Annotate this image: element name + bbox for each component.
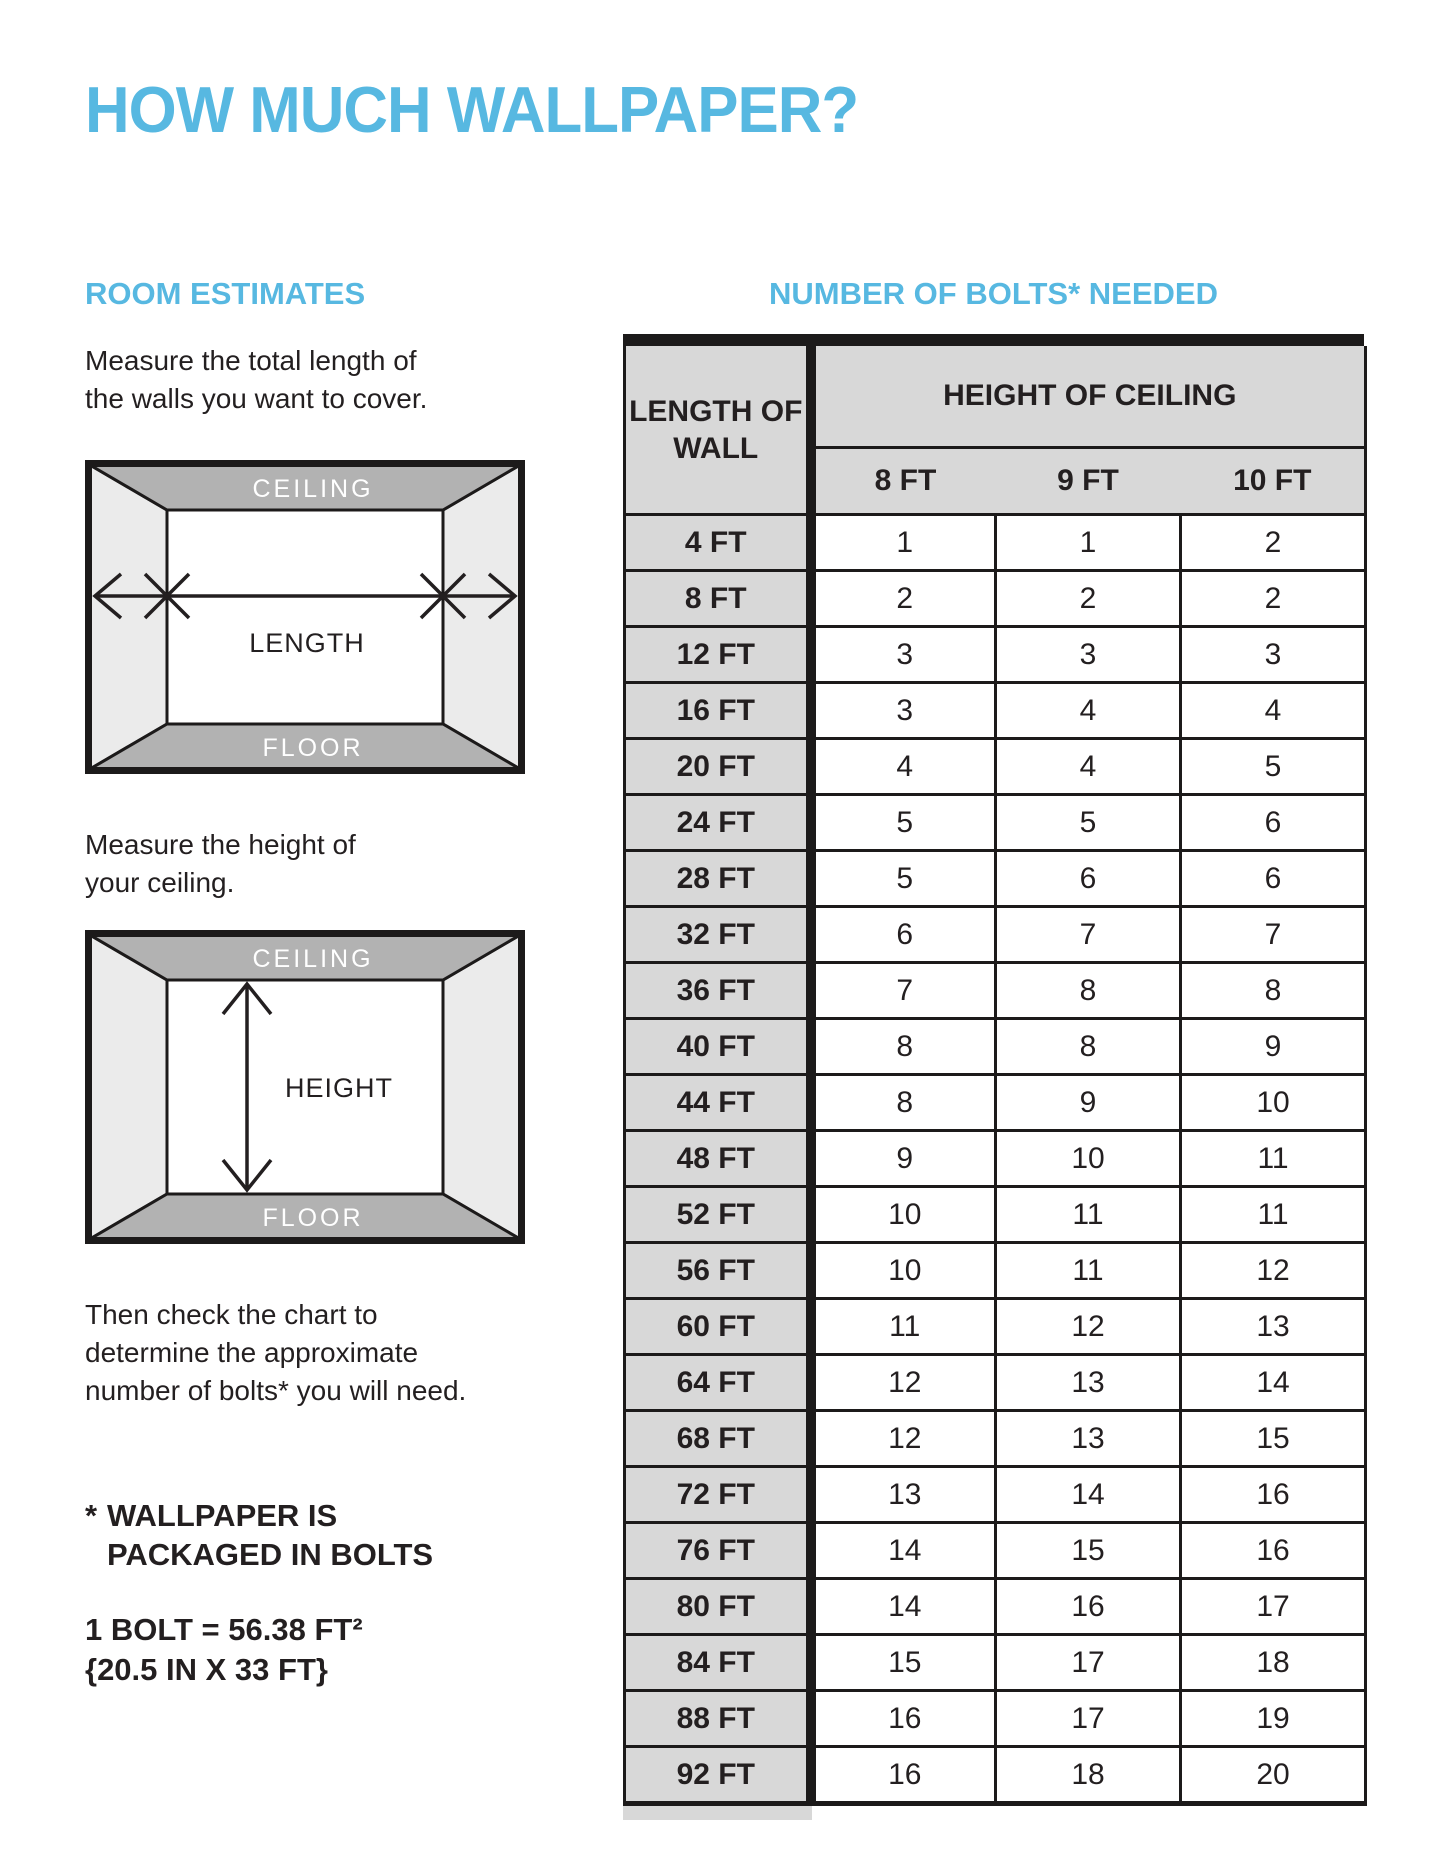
value-cell-8ft: 10 — [811, 1187, 996, 1243]
value-cell-9ft: 4 — [996, 739, 1181, 795]
value-cell-9ft: 3 — [996, 627, 1181, 683]
value-cell-8ft: 5 — [811, 851, 996, 907]
row-label-cell: 88 FT — [625, 1691, 811, 1747]
length-of-wall-header: LENGTH OF WALL — [625, 346, 811, 515]
footnote-asterisk: * — [85, 1498, 98, 1533]
row-label-cell: 80 FT — [625, 1579, 811, 1635]
value-cell-8ft: 16 — [811, 1691, 996, 1747]
bolt-size-line1: 1 BOLT = 56.38 FT² — [85, 1612, 363, 1647]
row-label-cell: 16 FT — [625, 683, 811, 739]
row-label-cell: 56 FT — [625, 1243, 811, 1299]
table-row — [625, 795, 1366, 851]
height-label: HEIGHT — [285, 1073, 394, 1103]
value-cell-8ft: 10 — [811, 1243, 996, 1299]
value-cell-9ft: 11 — [996, 1243, 1181, 1299]
col-header-10ft: 10 FT — [1181, 448, 1366, 515]
value-cell-10ft: 9 — [1181, 1019, 1366, 1075]
measure-height-line2: your ceiling. — [85, 867, 235, 898]
bolts-footnote — [85, 1496, 545, 1574]
value-cell-8ft: 12 — [811, 1411, 996, 1467]
bolts-needed-heading: NUMBER OF BOLTS* NEEDED — [769, 276, 1218, 311]
measure-length-line2: the walls you want to cover. — [85, 383, 428, 414]
ceiling-label: CEILING — [252, 475, 374, 503]
row-label-cell: 36 FT — [625, 963, 811, 1019]
row-label-cell: 4 FT — [625, 515, 811, 571]
value-cell-8ft: 5 — [811, 795, 996, 851]
value-cell-9ft: 14 — [996, 1467, 1181, 1523]
table-row — [625, 1075, 1366, 1131]
table-top-bar — [623, 334, 1364, 346]
room-estimates-heading: ROOM ESTIMATES — [85, 276, 366, 311]
value-cell-10ft: 13 — [1181, 1299, 1366, 1355]
table-left-column-stub — [623, 1806, 812, 1820]
check-chart-line1: Then check the chart to — [85, 1299, 378, 1330]
row-label-cell: 40 FT — [625, 1019, 811, 1075]
value-cell-9ft: 4 — [996, 683, 1181, 739]
table-row — [625, 963, 1366, 1019]
page-title: HOW MUCH WALLPAPER? — [85, 73, 859, 146]
bolts-table-section — [623, 276, 1364, 1820]
value-cell-10ft: 6 — [1181, 851, 1366, 907]
value-cell-8ft: 13 — [811, 1467, 996, 1523]
height-of-ceiling-header: HEIGHT OF CEILING — [811, 346, 1366, 448]
right-wall — [443, 465, 520, 769]
table-row — [625, 1467, 1366, 1523]
bolts-table — [623, 346, 1367, 1806]
value-cell-10ft: 6 — [1181, 795, 1366, 851]
value-cell-9ft: 11 — [996, 1187, 1181, 1243]
value-cell-8ft: 11 — [811, 1299, 996, 1355]
value-cell-10ft: 11 — [1181, 1187, 1366, 1243]
row-label-cell: 72 FT — [625, 1467, 811, 1523]
value-cell-9ft: 12 — [996, 1299, 1181, 1355]
value-cell-8ft: 14 — [811, 1579, 996, 1635]
value-cell-8ft: 1 — [811, 515, 996, 571]
table-row — [625, 571, 1366, 627]
row-label-cell: 12 FT — [625, 627, 811, 683]
value-cell-8ft: 4 — [811, 739, 996, 795]
value-cell-9ft: 17 — [996, 1691, 1181, 1747]
value-cell-9ft: 13 — [996, 1355, 1181, 1411]
measure-height-text — [85, 826, 545, 902]
value-cell-10ft: 4 — [1181, 683, 1366, 739]
value-cell-8ft: 8 — [811, 1075, 996, 1131]
value-cell-9ft: 7 — [996, 907, 1181, 963]
value-cell-10ft: 7 — [1181, 907, 1366, 963]
table-row — [625, 683, 1366, 739]
left-wall — [90, 935, 167, 1239]
value-cell-10ft: 2 — [1181, 515, 1366, 571]
value-cell-9ft: 13 — [996, 1411, 1181, 1467]
value-cell-10ft: 10 — [1181, 1075, 1366, 1131]
table-row — [625, 1299, 1366, 1355]
value-cell-9ft: 8 — [996, 1019, 1181, 1075]
value-cell-9ft: 2 — [996, 571, 1181, 627]
col-header-8ft: 8 FT — [811, 448, 996, 515]
row-label-cell: 20 FT — [625, 739, 811, 795]
value-cell-8ft: 6 — [811, 907, 996, 963]
table-row — [625, 907, 1366, 963]
row-label-cell: 24 FT — [625, 795, 811, 851]
table-row — [625, 1747, 1366, 1804]
row-label-cell: 84 FT — [625, 1635, 811, 1691]
check-chart-line3: number of bolts* you will need. — [85, 1375, 467, 1406]
room-estimates-section — [85, 276, 545, 1690]
value-cell-9ft: 16 — [996, 1579, 1181, 1635]
value-cell-8ft: 3 — [811, 683, 996, 739]
table-row — [625, 1131, 1366, 1187]
value-cell-10ft: 17 — [1181, 1579, 1366, 1635]
value-cell-10ft: 8 — [1181, 963, 1366, 1019]
value-cell-8ft: 9 — [811, 1131, 996, 1187]
value-cell-8ft: 3 — [811, 627, 996, 683]
value-cell-8ft: 8 — [811, 1019, 996, 1075]
value-cell-10ft: 3 — [1181, 627, 1366, 683]
bolt-size-line2: {20.5 IN X 33 FT} — [85, 1652, 328, 1687]
table-row — [625, 1579, 1366, 1635]
right-wall — [443, 935, 520, 1239]
value-cell-10ft: 19 — [1181, 1691, 1366, 1747]
value-cell-8ft: 14 — [811, 1523, 996, 1579]
value-cell-9ft: 1 — [996, 515, 1181, 571]
height-room-diagram — [85, 930, 525, 1244]
value-cell-10ft: 12 — [1181, 1243, 1366, 1299]
value-cell-9ft: 5 — [996, 795, 1181, 851]
row-label-cell: 8 FT — [625, 571, 811, 627]
row-label-cell: 64 FT — [625, 1355, 811, 1411]
footnote-text — [107, 1496, 433, 1574]
value-cell-10ft: 15 — [1181, 1411, 1366, 1467]
row-label-cell: 48 FT — [625, 1131, 811, 1187]
value-cell-10ft: 14 — [1181, 1355, 1366, 1411]
value-cell-9ft: 6 — [996, 851, 1181, 907]
footnote-line2: PACKAGED IN BOLTS — [107, 1537, 434, 1572]
value-cell-10ft: 16 — [1181, 1523, 1366, 1579]
length-label: LENGTH — [249, 628, 365, 658]
table-row — [625, 627, 1366, 683]
row-label-cell: 52 FT — [625, 1187, 811, 1243]
table-row — [625, 1523, 1366, 1579]
table-row — [625, 1691, 1366, 1747]
footnote-line1: WALLPAPER IS — [107, 1498, 338, 1533]
bolt-size-info — [85, 1610, 545, 1690]
left-wall — [90, 465, 167, 769]
table-row — [625, 1243, 1366, 1299]
value-cell-8ft: 15 — [811, 1635, 996, 1691]
floor-label: FLOOR — [262, 734, 364, 762]
check-chart-line2: determine the approximate — [85, 1337, 419, 1368]
table-row — [625, 1635, 1366, 1691]
value-cell-10ft: 2 — [1181, 571, 1366, 627]
row-label-cell: 76 FT — [625, 1523, 811, 1579]
row-label-cell: 92 FT — [625, 1747, 811, 1804]
value-cell-8ft: 16 — [811, 1747, 996, 1804]
value-cell-8ft: 2 — [811, 571, 996, 627]
check-chart-text — [85, 1296, 545, 1410]
value-cell-10ft: 18 — [1181, 1635, 1366, 1691]
table-row — [625, 1187, 1366, 1243]
table-row — [625, 515, 1366, 571]
value-cell-9ft: 15 — [996, 1523, 1181, 1579]
length-room-diagram — [85, 460, 525, 774]
table-row — [625, 1355, 1366, 1411]
row-label-cell: 44 FT — [625, 1075, 811, 1131]
col-header-9ft: 9 FT — [996, 448, 1181, 515]
value-cell-9ft: 8 — [996, 963, 1181, 1019]
table-row — [625, 1019, 1366, 1075]
row-label-cell: 28 FT — [625, 851, 811, 907]
back-wall — [167, 510, 443, 724]
table-row — [625, 851, 1366, 907]
value-cell-9ft: 18 — [996, 1747, 1181, 1804]
value-cell-9ft: 10 — [996, 1131, 1181, 1187]
value-cell-10ft: 11 — [1181, 1131, 1366, 1187]
value-cell-10ft: 20 — [1181, 1747, 1366, 1804]
table-row — [625, 1411, 1366, 1467]
measure-height-line1: Measure the height of — [85, 829, 356, 860]
measure-length-line1: Measure the total length of — [85, 345, 417, 376]
value-cell-8ft: 7 — [811, 963, 996, 1019]
row-label-cell: 60 FT — [625, 1299, 811, 1355]
value-cell-9ft: 9 — [996, 1075, 1181, 1131]
table-row — [625, 739, 1366, 795]
ceiling-label: CEILING — [252, 945, 374, 973]
row-label-cell: 68 FT — [625, 1411, 811, 1467]
value-cell-10ft: 16 — [1181, 1467, 1366, 1523]
floor-label: FLOOR — [262, 1204, 364, 1232]
value-cell-8ft: 12 — [811, 1355, 996, 1411]
measure-length-text — [85, 342, 545, 418]
row-label-cell: 32 FT — [625, 907, 811, 963]
value-cell-10ft: 5 — [1181, 739, 1366, 795]
value-cell-9ft: 17 — [996, 1635, 1181, 1691]
